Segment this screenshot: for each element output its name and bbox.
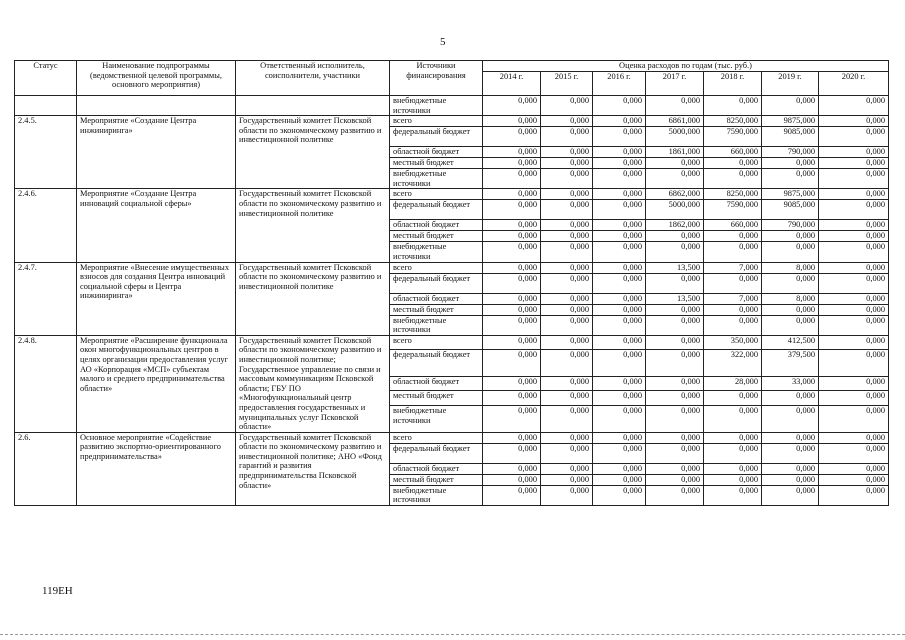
value-cell: 0,000	[819, 391, 889, 406]
value-cell: 0,000	[593, 391, 646, 406]
value-cell: 0,000	[819, 432, 889, 443]
value-cell: 0,000	[819, 443, 889, 463]
value-cell: 0,000	[593, 463, 646, 474]
value-cell: 0,000	[704, 304, 762, 315]
value-cell: 0,000	[593, 304, 646, 315]
value-cell: 790,000	[762, 220, 819, 231]
value-cell: 0,000	[483, 96, 541, 116]
value-cell: 0,000	[593, 242, 646, 262]
source-cell: областной бюджет	[390, 220, 483, 231]
value-cell: 0,000	[646, 304, 704, 315]
value-cell: 0,000	[646, 463, 704, 474]
value-cell: 660,000	[704, 220, 762, 231]
value-cell: 412,500	[762, 335, 819, 350]
value-cell: 0,000	[483, 391, 541, 406]
value-cell: 0,000	[541, 158, 593, 169]
header-year: 2014 г.	[483, 72, 541, 96]
value-cell: 0,000	[483, 200, 541, 220]
header-year: 2018 г.	[704, 72, 762, 96]
value-cell: 0,000	[819, 273, 889, 293]
value-cell: 0,000	[483, 293, 541, 304]
value-cell: 0,000	[541, 242, 593, 262]
name-cell: Мероприятие «Расширение функционала окон многофункциональных центров в целях организации предоставления услуг АО «Корпорация «МСП» субъектам малого и среднего предпринимательства области»	[77, 335, 236, 432]
table-row	[15, 96, 889, 116]
value-cell: 0,000	[646, 485, 704, 505]
value-cell: 0,000	[704, 169, 762, 189]
value-cell: 0,000	[646, 474, 704, 485]
source-cell: федеральный бюджет	[390, 350, 483, 376]
value-cell: 0,000	[483, 335, 541, 350]
value-cell: 0,000	[819, 485, 889, 505]
source-cell: всего	[390, 116, 483, 127]
value-cell: 0,000	[704, 96, 762, 116]
status-cell: 2.4.6.	[15, 189, 77, 262]
value-cell: 7590,000	[704, 200, 762, 220]
header-year: 2015 г.	[541, 72, 593, 96]
value-cell: 0,000	[646, 242, 704, 262]
value-cell: 0,000	[541, 443, 593, 463]
header-name: Наименование подпрограммы (ведомственной целевой программы, основного мероприятия)	[77, 61, 236, 96]
source-cell: федеральный бюджет	[390, 127, 483, 147]
value-cell: 0,000	[646, 391, 704, 406]
value-cell: 0,000	[704, 405, 762, 432]
value-cell: 0,000	[762, 273, 819, 293]
value-cell: 0,000	[646, 169, 704, 189]
value-cell: 0,000	[593, 262, 646, 273]
value-cell: 1862,000	[646, 220, 704, 231]
value-cell: 28,000	[704, 376, 762, 391]
source-cell: областной бюджет	[390, 376, 483, 391]
source-cell: всего	[390, 189, 483, 200]
value-cell: 7,000	[704, 293, 762, 304]
value-cell: 790,000	[762, 147, 819, 158]
status-cell: 2.6.	[15, 432, 77, 505]
source-cell: федеральный бюджет	[390, 443, 483, 463]
value-cell: 0,000	[541, 350, 593, 376]
table-row	[15, 189, 889, 200]
value-cell: 0,000	[819, 474, 889, 485]
source-cell: внебюджетные источники	[390, 169, 483, 189]
source-cell: всего	[390, 432, 483, 443]
value-cell: 0,000	[541, 474, 593, 485]
value-cell: 8,000	[762, 293, 819, 304]
value-cell: 5000,000	[646, 200, 704, 220]
table-header	[15, 61, 889, 96]
value-cell: 0,000	[541, 220, 593, 231]
value-cell: 0,000	[762, 96, 819, 116]
header-year: 2019 г.	[762, 72, 819, 96]
value-cell: 5000,000	[646, 127, 704, 147]
value-cell: 0,000	[483, 231, 541, 242]
source-cell: всего	[390, 262, 483, 273]
document-code: 119ЕН	[42, 585, 73, 597]
value-cell: 0,000	[762, 443, 819, 463]
value-cell: 0,000	[704, 231, 762, 242]
value-cell: 0,000	[593, 315, 646, 335]
header-status: Статус	[15, 61, 77, 96]
value-cell: 0,000	[593, 485, 646, 505]
value-cell: 0,000	[646, 315, 704, 335]
source-cell: местный бюджет	[390, 231, 483, 242]
value-cell: 0,000	[819, 350, 889, 376]
value-cell: 0,000	[819, 242, 889, 262]
value-cell: 0,000	[483, 315, 541, 335]
value-cell: 0,000	[541, 147, 593, 158]
value-cell: 9875,000	[762, 189, 819, 200]
status-cell	[15, 96, 77, 116]
value-cell: 0,000	[819, 315, 889, 335]
value-cell: 0,000	[593, 405, 646, 432]
source-cell: областной бюджет	[390, 463, 483, 474]
value-cell: 0,000	[541, 116, 593, 127]
value-cell: 0,000	[541, 463, 593, 474]
value-cell: 0,000	[762, 432, 819, 443]
value-cell: 0,000	[762, 405, 819, 432]
value-cell: 8,000	[762, 262, 819, 273]
executor-cell: Государственный комитет Псковской области по экономическому развитию и инвестиционной политике	[236, 116, 390, 189]
value-cell: 0,000	[593, 158, 646, 169]
value-cell: 0,000	[704, 474, 762, 485]
header-source: Источники финансирования	[390, 61, 483, 96]
source-cell: всего	[390, 335, 483, 350]
header-row	[15, 61, 889, 72]
header-year: 2017 г.	[646, 72, 704, 96]
value-cell: 0,000	[819, 304, 889, 315]
value-cell: 0,000	[646, 350, 704, 376]
value-cell: 0,000	[593, 169, 646, 189]
value-cell: 0,000	[483, 432, 541, 443]
value-cell: 0,000	[819, 405, 889, 432]
value-cell: 0,000	[646, 432, 704, 443]
value-cell: 660,000	[704, 147, 762, 158]
value-cell: 0,000	[819, 262, 889, 273]
value-cell: 0,000	[593, 474, 646, 485]
name-cell: Мероприятие «Создание Центра инжиниринга»	[77, 116, 236, 189]
executor-cell: Государственный комитет Псковской области по экономическому развитию и инвестиционной политике	[236, 262, 390, 335]
header-year: 2020 г.	[819, 72, 889, 96]
value-cell: 0,000	[593, 127, 646, 147]
value-cell: 0,000	[483, 127, 541, 147]
value-cell: 0,000	[483, 350, 541, 376]
source-cell: местный бюджет	[390, 474, 483, 485]
value-cell: 0,000	[593, 432, 646, 443]
status-cell: 2.4.5.	[15, 116, 77, 189]
value-cell: 0,000	[593, 335, 646, 350]
value-cell: 0,000	[819, 231, 889, 242]
source-cell: внебюджетные источники	[390, 485, 483, 505]
value-cell: 0,000	[541, 96, 593, 116]
value-cell: 0,000	[646, 376, 704, 391]
value-cell: 0,000	[819, 127, 889, 147]
source-cell: федеральный бюджет	[390, 273, 483, 293]
value-cell: 0,000	[593, 350, 646, 376]
value-cell: 0,000	[541, 293, 593, 304]
value-cell: 0,000	[483, 273, 541, 293]
status-cell: 2.4.7.	[15, 262, 77, 335]
value-cell: 0,000	[593, 147, 646, 158]
value-cell: 6861,000	[646, 116, 704, 127]
value-cell: 0,000	[541, 262, 593, 273]
header-estimate: Оценка расходов по годам (тыс. руб.)	[483, 61, 889, 72]
value-cell: 379,500	[762, 350, 819, 376]
value-cell: 0,000	[819, 96, 889, 116]
value-cell: 0,000	[483, 485, 541, 505]
executor-cell: Государственный комитет Псковской области по экономическому развитию и инвестиционной политике; АНО «Фонд гарантий и развития предпринимательства Псковской области»	[236, 432, 390, 505]
value-cell: 0,000	[646, 335, 704, 350]
value-cell: 0,000	[541, 189, 593, 200]
value-cell: 9085,000	[762, 127, 819, 147]
value-cell: 8250,000	[704, 189, 762, 200]
value-cell: 0,000	[646, 273, 704, 293]
source-cell: внебюджетные источники	[390, 405, 483, 432]
value-cell: 0,000	[646, 96, 704, 116]
value-cell: 0,000	[704, 242, 762, 262]
name-cell: Мероприятие «Внесение имущественных взносов для создания Центра инноваций социальной сферы и Центра инжиниринга»	[77, 262, 236, 335]
table-row	[15, 335, 889, 350]
value-cell: 0,000	[646, 158, 704, 169]
source-cell: внебюджетные источники	[390, 315, 483, 335]
value-cell: 0,000	[762, 474, 819, 485]
value-cell: 0,000	[541, 169, 593, 189]
value-cell: 0,000	[819, 200, 889, 220]
value-cell: 7,000	[704, 262, 762, 273]
executor-cell: Государственный комитет Псковской области по экономическому развитию и инвестиционной политике	[236, 189, 390, 262]
value-cell: 0,000	[483, 443, 541, 463]
value-cell: 0,000	[541, 405, 593, 432]
value-cell: 9875,000	[762, 116, 819, 127]
source-cell: областной бюджет	[390, 147, 483, 158]
value-cell: 6862,000	[646, 189, 704, 200]
value-cell: 0,000	[819, 335, 889, 350]
value-cell: 0,000	[762, 158, 819, 169]
value-cell: 0,000	[593, 293, 646, 304]
value-cell: 9085,000	[762, 200, 819, 220]
value-cell: 0,000	[593, 96, 646, 116]
source-cell: внебюджетные источники	[390, 242, 483, 262]
value-cell: 0,000	[819, 293, 889, 304]
value-cell: 0,000	[762, 391, 819, 406]
value-cell: 0,000	[762, 169, 819, 189]
value-cell: 0,000	[762, 231, 819, 242]
bottom-rule	[0, 634, 905, 635]
value-cell: 0,000	[704, 443, 762, 463]
value-cell: 0,000	[819, 169, 889, 189]
value-cell: 0,000	[541, 127, 593, 147]
value-cell: 0,000	[819, 376, 889, 391]
value-cell: 0,000	[593, 220, 646, 231]
page-number: 5	[440, 36, 446, 48]
value-cell: 0,000	[819, 116, 889, 127]
source-cell: областной бюджет	[390, 293, 483, 304]
value-cell: 7590,000	[704, 127, 762, 147]
value-cell: 0,000	[541, 335, 593, 350]
value-cell: 0,000	[762, 463, 819, 474]
value-cell: 0,000	[483, 116, 541, 127]
value-cell: 0,000	[593, 273, 646, 293]
value-cell: 0,000	[541, 485, 593, 505]
value-cell: 0,000	[819, 463, 889, 474]
value-cell: 0,000	[593, 231, 646, 242]
value-cell: 0,000	[704, 485, 762, 505]
budget-table	[14, 60, 889, 506]
value-cell: 350,000	[704, 335, 762, 350]
value-cell: 8250,000	[704, 116, 762, 127]
value-cell: 0,000	[704, 273, 762, 293]
name-cell	[77, 96, 236, 116]
value-cell: 0,000	[646, 443, 704, 463]
value-cell: 0,000	[593, 189, 646, 200]
source-cell: федеральный бюджет	[390, 200, 483, 220]
value-cell: 0,000	[593, 116, 646, 127]
value-cell: 0,000	[483, 158, 541, 169]
value-cell: 0,000	[541, 432, 593, 443]
value-cell: 0,000	[593, 443, 646, 463]
executor-cell	[236, 96, 390, 116]
status-cell: 2.4.8.	[15, 335, 77, 432]
value-cell: 13,500	[646, 262, 704, 273]
value-cell: 0,000	[483, 169, 541, 189]
table-row	[15, 262, 889, 273]
source-cell: местный бюджет	[390, 304, 483, 315]
value-cell: 0,000	[541, 304, 593, 315]
value-cell: 0,000	[762, 485, 819, 505]
value-cell: 0,000	[762, 242, 819, 262]
value-cell: 0,000	[541, 315, 593, 335]
value-cell: 0,000	[483, 405, 541, 432]
value-cell: 1861,000	[646, 147, 704, 158]
value-cell: 33,000	[762, 376, 819, 391]
value-cell: 0,000	[704, 391, 762, 406]
value-cell: 0,000	[646, 231, 704, 242]
value-cell: 0,000	[704, 315, 762, 335]
value-cell: 0,000	[541, 376, 593, 391]
value-cell: 322,000	[704, 350, 762, 376]
value-cell: 0,000	[483, 463, 541, 474]
value-cell: 0,000	[483, 242, 541, 262]
value-cell: 0,000	[762, 304, 819, 315]
source-cell: внебюджетные источники	[390, 96, 483, 116]
value-cell: 0,000	[704, 463, 762, 474]
value-cell: 0,000	[483, 304, 541, 315]
value-cell: 0,000	[646, 405, 704, 432]
value-cell: 0,000	[483, 474, 541, 485]
value-cell: 0,000	[541, 273, 593, 293]
value-cell: 0,000	[819, 147, 889, 158]
executor-cell: Государственный комитет Псковской области по экономическому развитию и инвестиционной политике; Государственное управление по связи и массовым коммуникациям Псковской области; ГБУ ПО «Многофункциональный центр предоставления государственных и муниципальных услуг Псковской области»	[236, 335, 390, 432]
table-body	[15, 96, 889, 506]
value-cell: 13,500	[646, 293, 704, 304]
header-executor: Ответственный исполнитель, соисполнители, участники	[236, 61, 390, 96]
header-year: 2016 г.	[593, 72, 646, 96]
value-cell: 0,000	[593, 200, 646, 220]
value-cell: 0,000	[704, 158, 762, 169]
name-cell: Мероприятие «Создание Центра инноваций социальной сферы»	[77, 189, 236, 262]
value-cell: 0,000	[483, 376, 541, 391]
value-cell: 0,000	[704, 432, 762, 443]
value-cell: 0,000	[819, 220, 889, 231]
value-cell: 0,000	[541, 200, 593, 220]
value-cell: 0,000	[483, 147, 541, 158]
source-cell: местный бюджет	[390, 158, 483, 169]
value-cell: 0,000	[483, 262, 541, 273]
value-cell: 0,000	[819, 189, 889, 200]
name-cell: Основное мероприятие «Содействие развитию экспортно-ориентированного предпринимательства»	[77, 432, 236, 505]
value-cell: 0,000	[819, 158, 889, 169]
value-cell: 0,000	[762, 315, 819, 335]
source-cell: местный бюджет	[390, 391, 483, 406]
table-row	[15, 116, 889, 127]
value-cell: 0,000	[483, 189, 541, 200]
value-cell: 0,000	[483, 220, 541, 231]
table-row	[15, 432, 889, 443]
value-cell: 0,000	[541, 231, 593, 242]
value-cell: 0,000	[541, 391, 593, 406]
value-cell: 0,000	[593, 376, 646, 391]
